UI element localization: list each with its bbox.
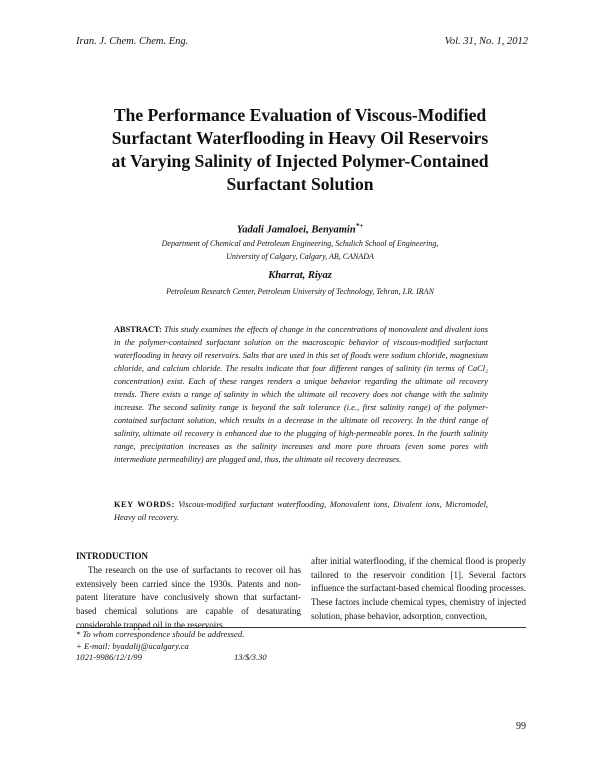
article-price: 13/$/3.30: [234, 652, 267, 662]
title-line: at Varying Salinity of Injected Polymer-Contained: [111, 151, 489, 171]
intro-column-left: The research on the use of surfactants to recover oil has extensively been carried since the 1930s. Patents and non-patent literature have conclusively shown that surfactant-based chemical solutions are capable of desaturating considerable trapped oil in the reservoirs: [76, 565, 301, 630]
abstract: [114, 323, 488, 466]
author-names: Kharrat, Riyaz: [268, 270, 332, 281]
footnote-divider: [76, 627, 526, 628]
volume-info: Vol. 31, No. 1, 2012: [444, 36, 528, 47]
author-names: Yadali Jamaloei, Benyamin: [236, 224, 356, 236]
section-heading-introduction: INTRODUCTION: [76, 551, 149, 561]
author-line-2: [0, 270, 600, 281]
affiliation-line: Department of Chemical and Petroleum Engineering, Schulich School of Engineering,: [161, 239, 439, 248]
abstract-label: ABSTRACT:: [114, 325, 162, 334]
author-mark: *+: [355, 222, 364, 230]
affiliation-1: [0, 237, 600, 263]
journal-name: Iran. J. Chem. Chem. Eng.: [76, 36, 189, 47]
footnote-corresponding: * To whom correspondence should be addressed.: [76, 629, 245, 639]
footnote-article-code: [76, 652, 316, 664]
page-number: 99: [516, 721, 526, 732]
article-code: 1021-9986/12/1/99: [76, 652, 142, 662]
affiliation-line: University of Calgary, Calgary, AB, CANADA: [226, 252, 374, 261]
author-line-1: [0, 222, 600, 236]
abstract-text: This study examines the effects of change in the concentrations of monovalent and divalent ions in the polymer-contained surfactant solution on the macroscopic behavior of viscous-modified surfactant waterflooding in heavy oil reservoirs. Salts that are used in this set of floods were sodium chloride, magnesium chloride, and calcium chloride. The results indicate that four different ranges of salinity (in terms of CaCl₂ concentration) exist. Each of these ranges renders a unique behavior regarding the ultimate oil recovery trends. There exists a range of salinity in which the ultimate oil recovery does not change with the salinity increase. The second salinity range is beyond the salt tolerance (i.e., first salinity range) of the polymer-contained surfactant solution, which results in a decrease in the ultimate oil recovery. In the third range of salinity, ultimate oil recovery is enhanced due to the plugging of high-permeable pores. In the fourth salinity range, precipitation increases as the salinity increases and more pore throats (even some pores with intermediate permeability) are plugged and, thus, the ultimate oil recovery decreases.: [114, 325, 489, 464]
title-line: Surfactant Solution: [226, 174, 374, 194]
intro-column-right: after initial waterflooding, if the chemical flood is properly tailored to the reservoir condition [1]. Several factors influence the surfactant-based chemical flooding processes. These factors include chemical types, chemistry of injected solution, phase behavior, adsorption, convection,: [311, 556, 526, 621]
footnotes: [76, 629, 316, 664]
keywords-label: KEY WORDS:: [114, 500, 175, 509]
keywords: [114, 498, 488, 524]
keywords-text: Viscous-modified surfactant waterflooding, Monovalent ions, Divalent ions, Micromodel, Heavy oil recovery.: [114, 500, 488, 522]
affiliation-2: [0, 285, 600, 298]
paper-title: [70, 104, 530, 196]
footnote-email: + E-mail: byadalij@ucalgary.ca: [76, 640, 189, 651]
title-line: The Performance Evaluation of Viscous-Modified: [113, 105, 487, 125]
affiliation-line: Petroleum Research Center, Petroleum University of Technology, Tehran, I.R. IRAN: [166, 287, 434, 296]
title-line: Surfactant Waterflooding in Heavy Oil Reservoirs: [111, 128, 489, 148]
